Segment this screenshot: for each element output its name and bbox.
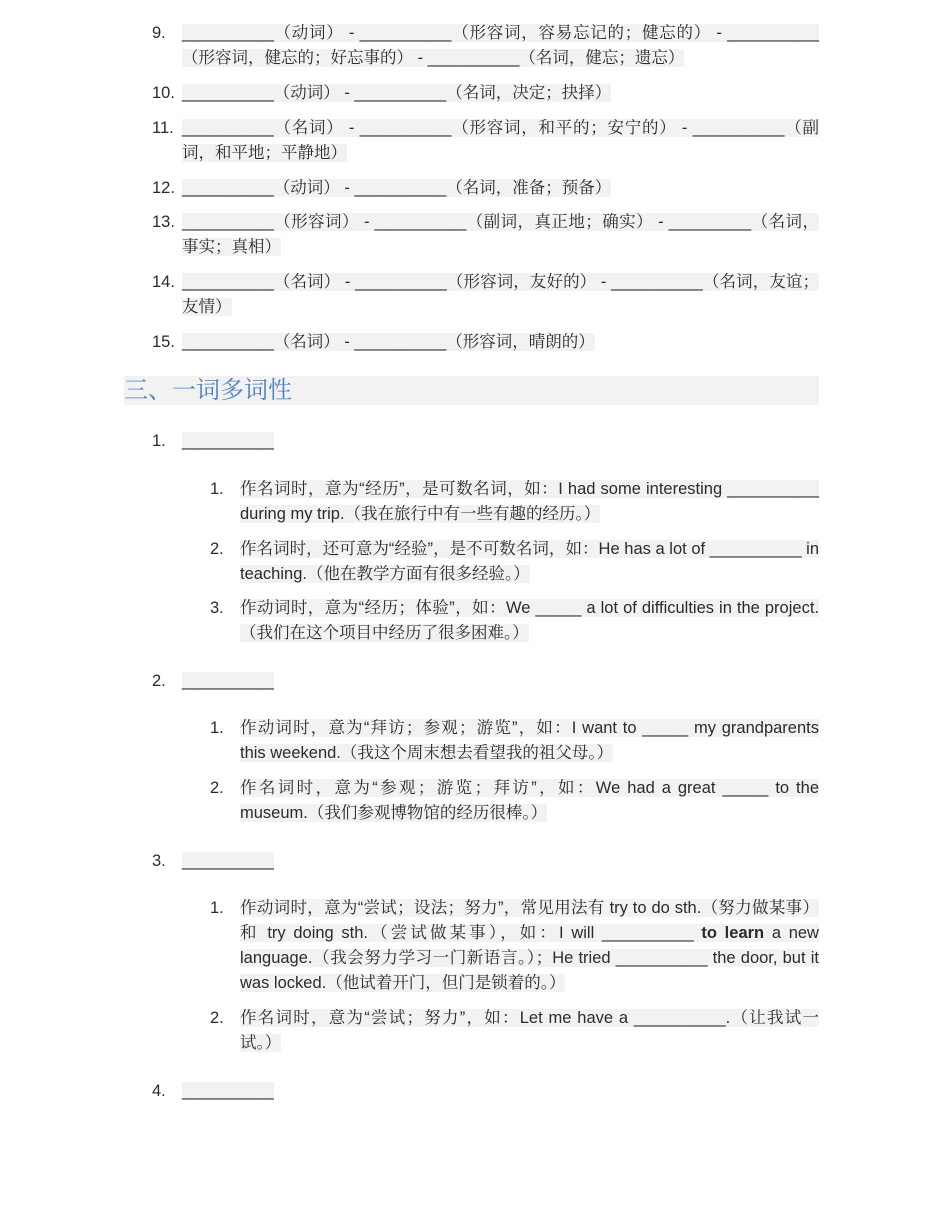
word-blank: __________ [182, 1082, 274, 1100]
sense-number: 3. [210, 599, 224, 617]
item-number: 10. [152, 84, 175, 102]
word-blank: __________ [182, 672, 274, 690]
item-number: 1. [152, 432, 166, 450]
sense-number: 1. [210, 899, 224, 917]
word-blank: __________ [182, 432, 274, 450]
item-text: __________（名词） - __________（形容词，和平的；安宁的） - __________（副词，和平地；平静地） [182, 119, 819, 162]
item-number: 3. [152, 852, 166, 870]
word-blank: __________ [182, 852, 274, 870]
item-number: 15. [152, 333, 175, 351]
sense-number: 2. [210, 540, 224, 558]
sense-text: 作动词时，意为“拜访；参观；游览”，如：I want to _____ my grandparents this weekend.（我这个周末想去看望我的祖父母。） [240, 719, 819, 762]
sense-text: 作动词时，意为“尝试；设法；努力”，常见用法有 try to do sth.（努力做某事）和 try doing sth.（尝试做某事），如：I will __________ [240, 899, 819, 942]
item-text: __________（形容词） - __________（副词，真正地；确实） - _________（名词，事实；真相） [182, 213, 819, 256]
sense-text: 作名词时，意为“经历”，是可数名词，如：I had some interesting __________ during my trip.（我在旅行中有一些有趣的经历。） [240, 480, 819, 523]
sense-text: 作名词时，意为“尝试；努力”，如：Let me have a __________.（让我试一试。） [240, 1009, 819, 1052]
sense-text: 作名词时，意为“参观；游览；拜访”，如：We had a great _____ to the museum.（我们参观博物馆的经历很棒。） [240, 779, 819, 822]
item-number: 13. [152, 213, 175, 231]
section-heading: 三、一词多词性 [124, 376, 819, 405]
item-number: 9. [152, 24, 166, 42]
sense-number: 1. [210, 480, 224, 498]
item-number: 4. [152, 1082, 166, 1100]
item-text: __________（动词） - __________（名词，决定；抉择） [182, 84, 612, 102]
sense-text: 作名词时，还可意为“经验”，是不可数名词，如：He has a lot of __________ in teaching.（他在教学方面有很多经验。） [240, 540, 819, 583]
item-number: 12. [152, 179, 175, 197]
sense-number: 2. [210, 779, 224, 797]
sense-number: 2. [210, 1009, 224, 1027]
item-number: 11. [152, 119, 174, 137]
item-number: 14. [152, 273, 175, 291]
sense-text: 作动词时，意为“经历；体验”，如：We _____ a lot of difficulties in the project.（我们在这个项目中经历了很多困难。） [240, 599, 819, 642]
item-number: 2. [152, 672, 166, 690]
item-text: __________（名词） - __________（形容词，晴朗的） [182, 333, 595, 351]
item-text: __________（名词） - __________（形容词，友好的） - __________（名词，友谊；友情） [182, 273, 819, 316]
sense-bold-text: to learn [701, 924, 765, 942]
sense-text-cont: a new language.（我会努力学习一门新语言。）；He tried __________ the door, but it was locked.（他试着开门，但门是锁着的。） [240, 924, 819, 992]
sense-number: 1. [210, 719, 224, 737]
item-text: __________（动词） - __________（形容词，容易忘记的；健忘的） - __________（形容词，健忘的；好忘事的） - __________（名词，健忘；遗忘） [182, 24, 819, 67]
item-text: __________（动词） - __________（名词，准备；预备） [182, 179, 612, 197]
